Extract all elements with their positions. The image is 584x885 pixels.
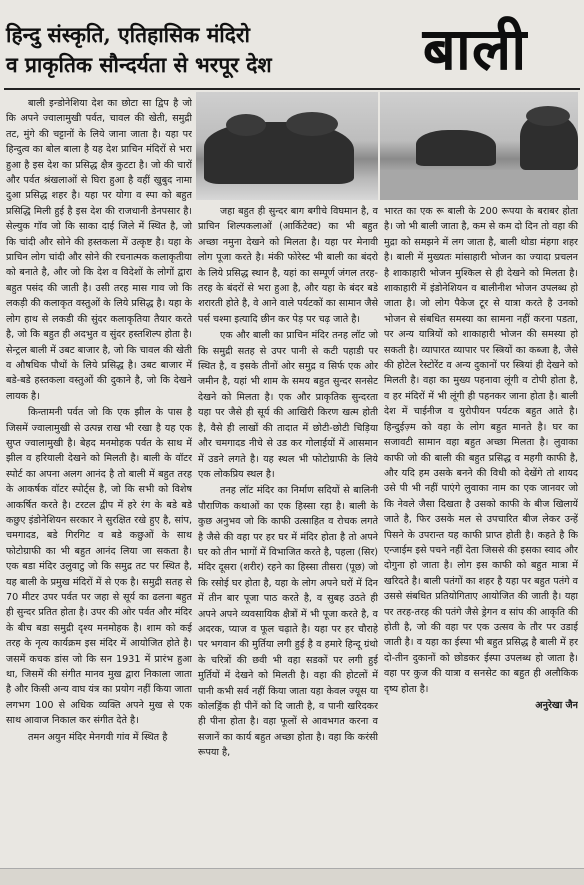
headline-line-1: हिन्दु संस्कृति, एतिहासिक मंदिरो	[6, 22, 250, 47]
headline	[6, 20, 371, 80]
photo-temple-rock	[196, 92, 378, 200]
headline-rule	[4, 88, 580, 90]
headline-line-2: व प्राकृतिक सौन्दर्यता से भरपूर देश	[6, 52, 272, 77]
paragraph: तनह लॉट मंदिर का निर्माण सदियों से बालिनी पौराणिक कथाओं का एक हिस्सा रहा है। बाली के कुछ अनुभव जो कि काफी उत्साहित व रोचक लगते है जैसे की वहा पर हर घर में मंदिर होता है तो अपने घर को तीन भागों में विभाजित करते है, पहला (सिर) मंदिर दूसरा (शरीर) रहने का हिस्सा तीसरा (पूछ) जो कि रसोई घर होता है, यहा के लोग अपने घरों में दिन में तीन बार पूजा पाठ करते है, व सुबह उठते ही अपने अपने व्यवसायिक क्षैत्रों में भी पूजा करते है, व अदरक, प्याज व फूल चढ़ाते है। यहा पर हर चौराहे पर भगवान की मुर्तिया लगी हुई है व हमारे हिन्दू ग्रंथो के चरित्रों की छवी भी वहा सडकों पर लगी हुई मुर्तियों में देखने को मिलती है। वहा की होटलों में पानी कभी सर्व नहीं किया जाता यहा केवल ज्यूस या कोलड्रिंक ही पीनें को दि जाती है, व पानी खरिदकर ही पीना होता है। वहा फूलों से आवभगत करना व सजानें का कार्य बहुत अच्छा होता है। वहा कि करंसी रूपया है,	[198, 485, 378, 759]
paragraph: एक और बाली का प्राचिन मंदिर तनह लॉट जो कि समुद्री सतह से उपर पानी से कटी पहाडी पर स्थित है, व इसके तीनों ओर समुद्र व सिर्फ एक ओर जमीन है, यहां भी शाम के समय बहुत सुन्दर सनसेट देखने को मिलता है। एक और प्राकृतिक सुन्दरता यहा पर जैसे ही सूर्य की आखिरी किरण खत्म होती है, वैसे ही लाखों की तादात में छोटी-छोटी चिड़िया और चमगादड नीचे से उड कर गोलाईयों में आसमान में उडने लगते है। यह स्थल भी फोटोग्राफी के लिये एक लोकप्रिय स्थल है।	[198, 330, 378, 480]
paragraph: भारत का एक रू बाली के 200 रूपया के बराबर होता है। जो भी बाली जाता है, कम से कम दो दिन तो वहा की मुद्रा को समझने में लग जाता है, बाली थोडा मंहगा शहर है। बाली में मुख्यतः मांसाहारी भोजन का ज्यादा प्रचलन है शाकाहारी भोजन मुश्किल से ही देखने को मिलता है। शाकाहारी में इंडोनेशियन व बालीनीश भोजन उपलब्ध हो जाता है। जो लोग पैकेज टूर से यात्रा करते है उनको भोजन से संबधित समस्या का सामना नहीं करना पडता, पर अन्य यात्रियों को शाकाहारी भोजन की समस्या हो सकती है। व्यापारत व्यापार पर स्त्रियों का कब्जा है, जैसे की होटेल रेस्टोरेंट व अन्य दुकानों पर स्त्रियां ही देखने को मिलती है। वहा का मुख्य पहनावा लूंगी व टोपी होता है, व हर मंदिरों में भी लूंगी ही पहनकर जाना होता है। बाली देश में चाईनीज व युरोपीयन पर्यटक बहुत आते है। हिन्दुईज़्म को वहा के लोग बहुत मानते है। घर का सजावटी सामान वहा बहुत अच्छा मिलता है। लुवाका काफी जो की बाली की बहुत प्रसिद्ध व महगी काफी है, और यदि हम उसके बनने की विधी को देखेंगे तो शायद उसे पी भी नहीं पाएंगे लुवाका नाम का एक जानवर जो कि नेवले जैसा दिखता है उसको काफी के बीज खिलायें जाते है, फिर उसके मल से उपचारित बीज लेकर उन्हें पिसने के उपरान्त यह काफी प्राप्त होती है। कहते है कि एन्जाईम इसे पचने नहीं देता जिससे की इसका स्वाद और दोगुना हो जाता है। लोग इस काफी को बहुत मात्रा में खरिदते है। बाली पतंगों का शहर है यहा पर बहुत पतंगे व उससे संबधित प्रतियोगिताए आयोजित की जाती है। यहा पर तरह-तरह की पतंगे जैसे ड्रेगन व सांप की आकृति की होती है, जो की वहा पर एक उत्सव के तौर पर उडाई जाती है। व यहा का ईस्पा भी बहुत प्रसिद्ध है बाली में हर दो-तीन दुकानों को छोडकर ईस्पा उपलब्ध हो जाता है। वहा पर कुज की यात्रा व सनसेट का बहुत ही अलौकिक दृष्य होता है।	[384, 206, 578, 695]
photo-sea-temple	[380, 92, 578, 200]
article-column-3	[384, 204, 578, 866]
paragraph: बाली इन्डोनेशिया देश का छोटा सा द्विप है जो कि अपने ज्वालामुखी पर्वत, चावल की खेती, समुद्री तट, मुंगे की चट्टानों के लिये जाना जाता है। यहा पर हिन्दुत्व का बोल बाला है यह देश प्राचिन मंदिरों से भरा हुआ है इस देश का प्रसिद्ध क्षैत्र कुटटा है। जो की चारों और पर्वत श्रंखलाओं से घिरा हुआ है वहीं खुबुद नामा दुआ प्रसिद्ध शहर है। यहा पर योगा व स्पा को बहुत प्रसिद्धि मिली हुई है इस देश की राजधानी डेनपसार है। सेल्युक गॉव जो कि साका दाई जिले में स्थित है, जो कि चांदी और सोने की हस्तकला में उत्कृष्ट है। यहा के प्राचिन लोग चांदी और सोने की रचनात्मक कलाकृतीया को बनाते है, और जो कि देश व विदेशों के लोगों द्वारा बहुत पसंद की जाती है। उसी तरह मास गाव जो कि लकड़ी की कलाकृत वस्तुओं के लिये प्रसिद्ध है। यहा के लोग हाथ से लकडी की सुंदर कलाकृतिया तैयार करते है, जो कि बहुत ही अदभुत व सुंदर हस्तशिल्प होता है। सेन्ट्रल बाली में उबट बाजार है, जो कि चावल की खेती व औषधिक पौधों के लिये प्रसिद्ध है। उबट बाजार में बडे-बडे हस्तकला वस्तुओं की दुकाने है, जो कि देखने लायक है।	[6, 98, 192, 402]
paragraph: तमन अयुन मंदिर मेनगवी गांव में स्थित है	[28, 731, 168, 743]
byline: अनुरेखा जैन	[535, 700, 578, 711]
headline-big-word: बाली	[422, 15, 528, 83]
article-column-2	[198, 204, 378, 866]
article-column-1	[6, 96, 192, 866]
page-edge	[0, 868, 584, 885]
paragraph: किन्तामनी पर्वत जो कि एक झील के पास है जिसमें ज्वालामुखी से उत्पन्न राख भी रखा है यह एक सुप्त ज्वालामुखी है। बेहद मनमोहक पर्वत के साथ में झील व हरियाली देखने को मिलती है। बाली के वॉटर स्पोर्ट का अपना अलग आनंद है तो बाली में बहुत तरह के आकर्षक वॉटर स्पोर्ट्स है, जो कि सभी को विशेष आकर्षित करते है। टरटल द्वीप में हरे रंग के बडे बडे कछुए इंडोनेशियन सरकार ने सुरक्षित रखे हुए है, सांप, चमगादड, बडे गिरगिट व बडे कछुओं के साथ फोटोग्राफी का भी बहुत आनंद लिया जा सकता है। एक बडा मंदिर उलुवाटु जो कि समुद्र तट पर स्थित है, यह बाली के प्रमुख मंदिरों में से एक है। समुद्री सतह से 70 मीटर उपर पर्वत पर जहा से सूर्य का ढलना बहुत ही सुन्दर प्रतित होता है। उपर की ओर पर्वत और मंदिर के बीच बडा समुद्री दृश्य मनमोहक है। शाम को कई तरह के नृत्य कार्यक्रम इस मंदिर में आयोजित होते है। जसमें कचक डांस जो कि सन 1931 में प्रारंभ हुआ था, जिसमें की संगीत मानव मुख द्वारा निकाला जाता है और किसी अन्य वाघ यंत्र का प्रयोग नहीं किया जाता लगभग 100 से अधिक व्यक्ति अपने मुख से एक साथ आवाज निकाल कर संगीत देते है।	[6, 407, 192, 727]
paragraph: जहा बहुत ही सुन्दर बाग बगीचे विघमान है, व प्राचिन शिल्पकलाओं (आर्किटेक्ट) का भी बहुत अच्छा नमुना देखने को मिलता है। यहा पर मेनावी लोग पूजा करते है। मंकी फोरेस्ट भी बाली का बंदरो के लिये प्रसिद्ध स्थान है, यहां का सम्पूर्ण जंगल तरह-तरह के बंदरों से भरा हुआ है, और यहा के बंदर बडे शरारती होते है, वे आने वाले पर्यटकों का सामान जैसे पर्स चश्मा इत्यादि छीन कर पेड़ पर चढ़ जाते है।	[198, 206, 378, 325]
